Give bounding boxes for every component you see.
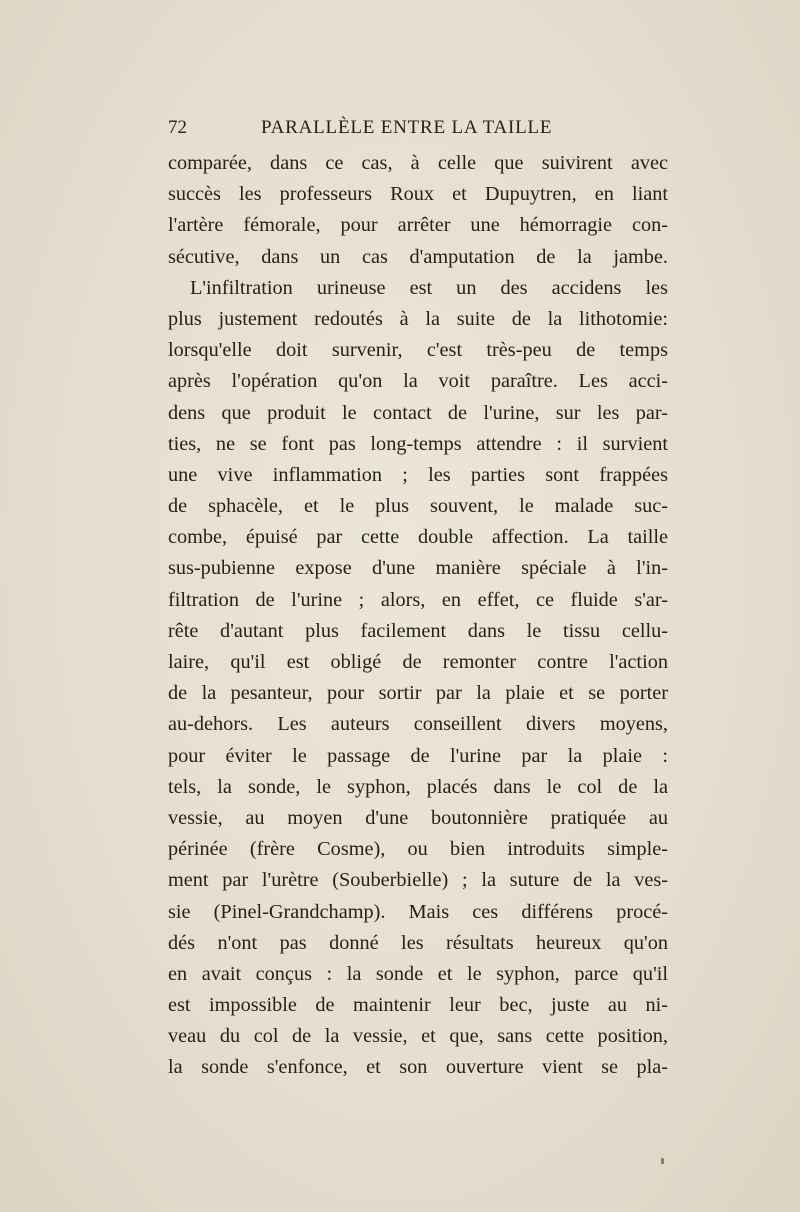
text-line: L'infiltration urineuse est un des accidens les [190,276,668,299]
page-number: 72 [168,117,187,138]
text-line: pour éviter le passage de l'urine par la plaie : [168,744,668,767]
running-head: PARALLÈLE ENTRE LA TAILLE [261,117,553,138]
text-line: comparée, dans ce cas, à celle que suivirent avec [168,152,668,174]
text-line: succès les professeurs Roux et Dupuytren, en liant [168,183,668,206]
text-line: lorsqu'elle doit survenir, c'est très-peu de temps [168,339,668,362]
text-line: dés n'ont pas donné les résultats heureux qu'on [168,931,668,954]
page-header [168,117,668,141]
text-line: la sonde s'enfonce, et son ouverture vient se pla- [168,1056,668,1079]
text-line: plus justement redoutés à la suite de la lithotomie: [168,307,668,330]
text-line: en avait conçus : la sonde et le syphon, parce qu'il [168,962,668,985]
text-line: ment par l'urètre (Souberbielle) ; la suture de la ves- [168,869,668,892]
text-line: vessie, au moyen d'une boutonnière pratiquée au [168,806,668,829]
text-line: rête d'autant plus facilement dans le tissu cellu- [168,619,668,642]
text-line: laire, qu'il est obligé de remonter contre l'action [168,651,668,673]
text-line: sie (Pinel-Grandchamp). Mais ces différens procé- [168,900,668,923]
text-line: ties, ne se font pas long-temps attendre : il survient [168,432,668,455]
text-line: au-dehors. Les auteurs conseillent divers moyens, [168,713,668,736]
text-line: veau du col de la vessie, et que, sans cette position, [168,1025,668,1048]
text-line: sécutive, dans un cas d'amputation de la jambe. [168,245,668,268]
text-line: l'artère fémorale, pour arrêter une hémorragie con- [168,214,668,237]
body-text [168,148,668,1084]
text-line: après l'opération qu'on la voit paraître. Les acci- [168,370,668,393]
text-line: tels, la sonde, le syphon, placés dans le col de la [168,775,668,798]
text-line: dens que produit le contact de l'urine, sur les par- [168,401,668,424]
text-line: combe, épuisé par cette double affection. La taille [168,526,668,549]
text-line: de la pesanteur, pour sortir par la plaie et se porter [168,682,668,705]
text-line: filtration de l'urine ; alors, en effet, ce fluide s'ar- [168,588,668,611]
text-line: de sphacèle, et le plus souvent, le malade suc- [168,495,668,518]
text-line: sus-pubienne expose d'une manière spéciale à l'in- [168,557,668,580]
text-line: une vive inflammation ; les parties sont frappées [168,463,668,486]
ink-speck [661,1158,664,1164]
text-line: est impossible de maintenir leur bec, juste au ni- [168,994,668,1017]
text-line: périnée (frère Cosme), ou bien introduits simple- [168,838,668,861]
